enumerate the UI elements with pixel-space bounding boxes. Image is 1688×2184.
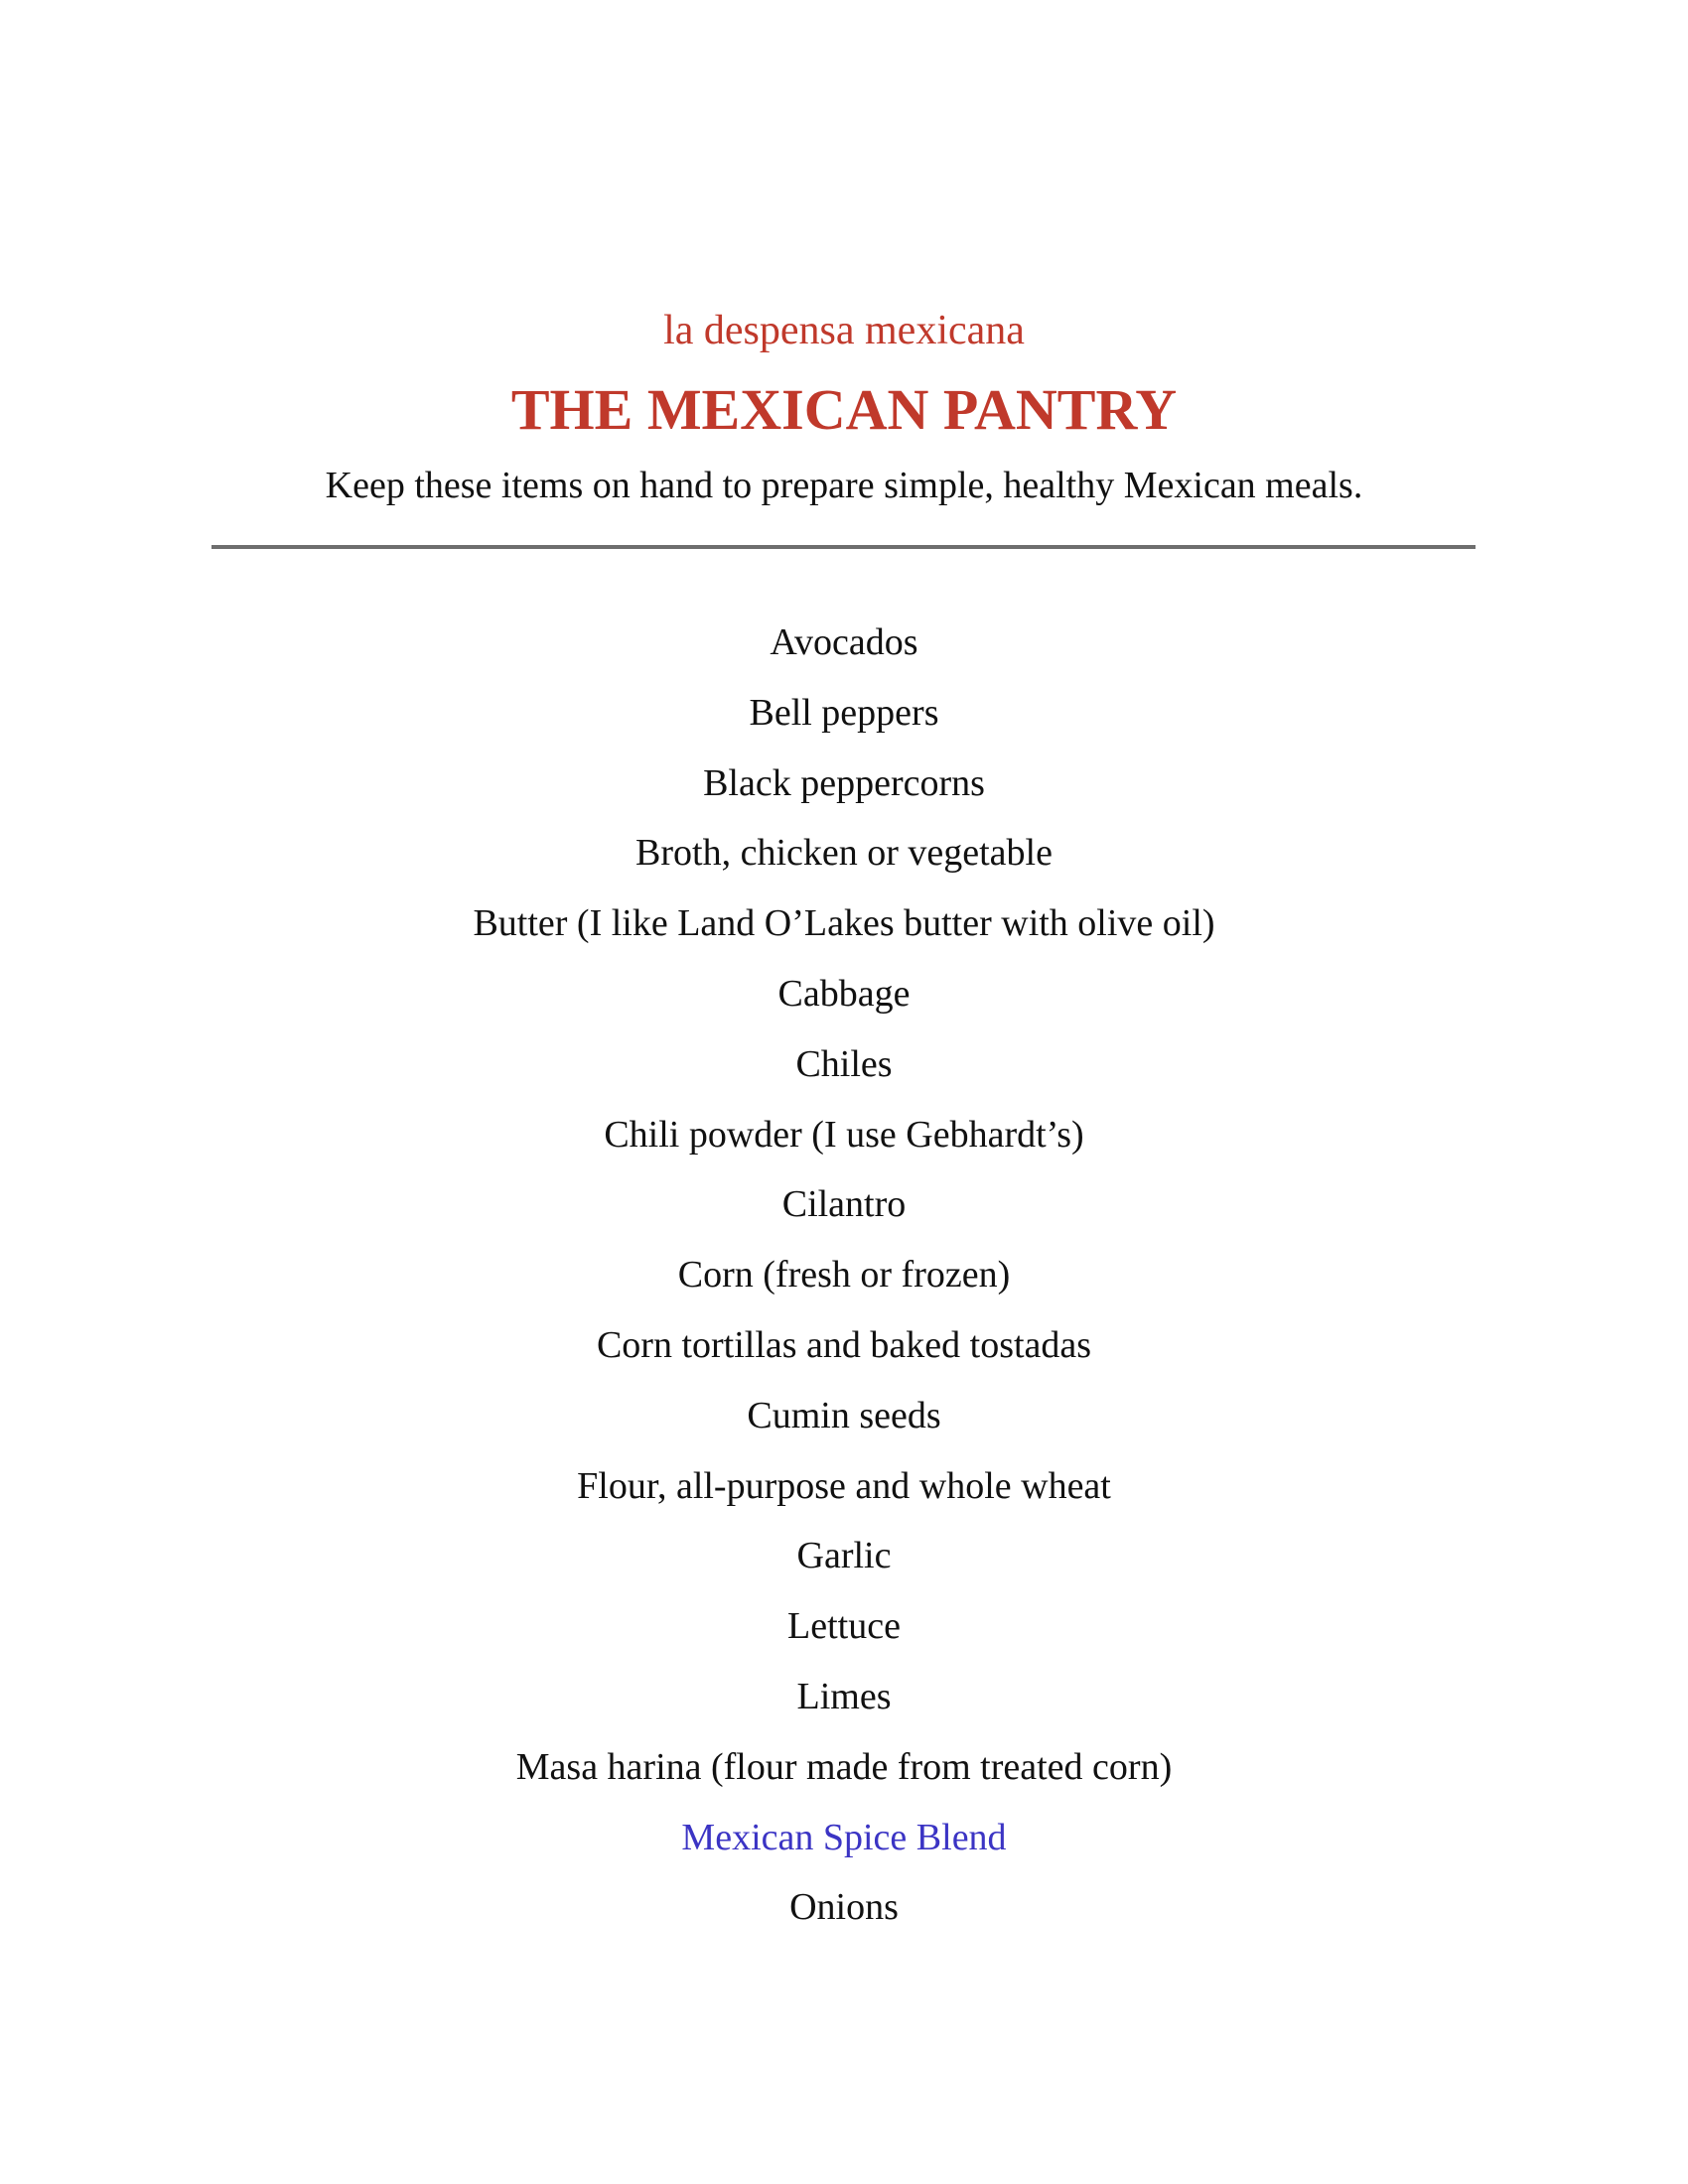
intro-text: Keep these items on hand to prepare simple, healthy Mexican meals. <box>325 465 1363 506</box>
pantry-item-cumin-seeds: Cumin seeds <box>747 1394 941 1436</box>
pantry-item-corn-tortillas: Corn tortillas and baked tostadas <box>596 1323 1092 1366</box>
pantry-item-chiles: Chiles <box>795 1042 893 1085</box>
pantry-item-avocados: Avocados <box>770 621 918 663</box>
page-title: THE MEXICAN PANTRY <box>510 377 1178 442</box>
pantry-item-onions: Onions <box>789 1886 899 1929</box>
pantry-item-broth: Broth, chicken or vegetable <box>635 832 1053 875</box>
pantry-item-corn: Corn (fresh or frozen) <box>677 1254 1011 1297</box>
pantry-item-chili-powder: Chili powder (I use Gebhardt’s) <box>604 1113 1084 1156</box>
pantry-item-black-peppercorns: Black peppercorns <box>703 761 985 804</box>
pantry-list <box>0 608 1688 1943</box>
pantry-item-masa-harina: Masa harina (flour made from treated corn) <box>515 1745 1173 1788</box>
pantry-item-limes: Limes <box>796 1675 892 1717</box>
horizontal-divider <box>211 545 1476 549</box>
pantry-item-garlic: Garlic <box>796 1535 892 1577</box>
mexican-spice-blend-link[interactable]: Mexican Spice Blend <box>681 1816 1007 1858</box>
pantry-item-lettuce: Lettuce <box>787 1605 901 1648</box>
pantry-item-cabbage: Cabbage <box>777 972 911 1015</box>
pantry-item-cilantro: Cilantro <box>781 1183 907 1226</box>
spanish-subtitle: la despensa mexicana <box>663 308 1025 353</box>
pantry-item-butter: Butter (I like Land O’Lakes butter with olive oil) <box>473 902 1215 945</box>
pantry-item-flour: Flour, all-purpose and whole wheat <box>577 1464 1111 1507</box>
pantry-item-bell-peppers: Bell peppers <box>749 691 939 734</box>
